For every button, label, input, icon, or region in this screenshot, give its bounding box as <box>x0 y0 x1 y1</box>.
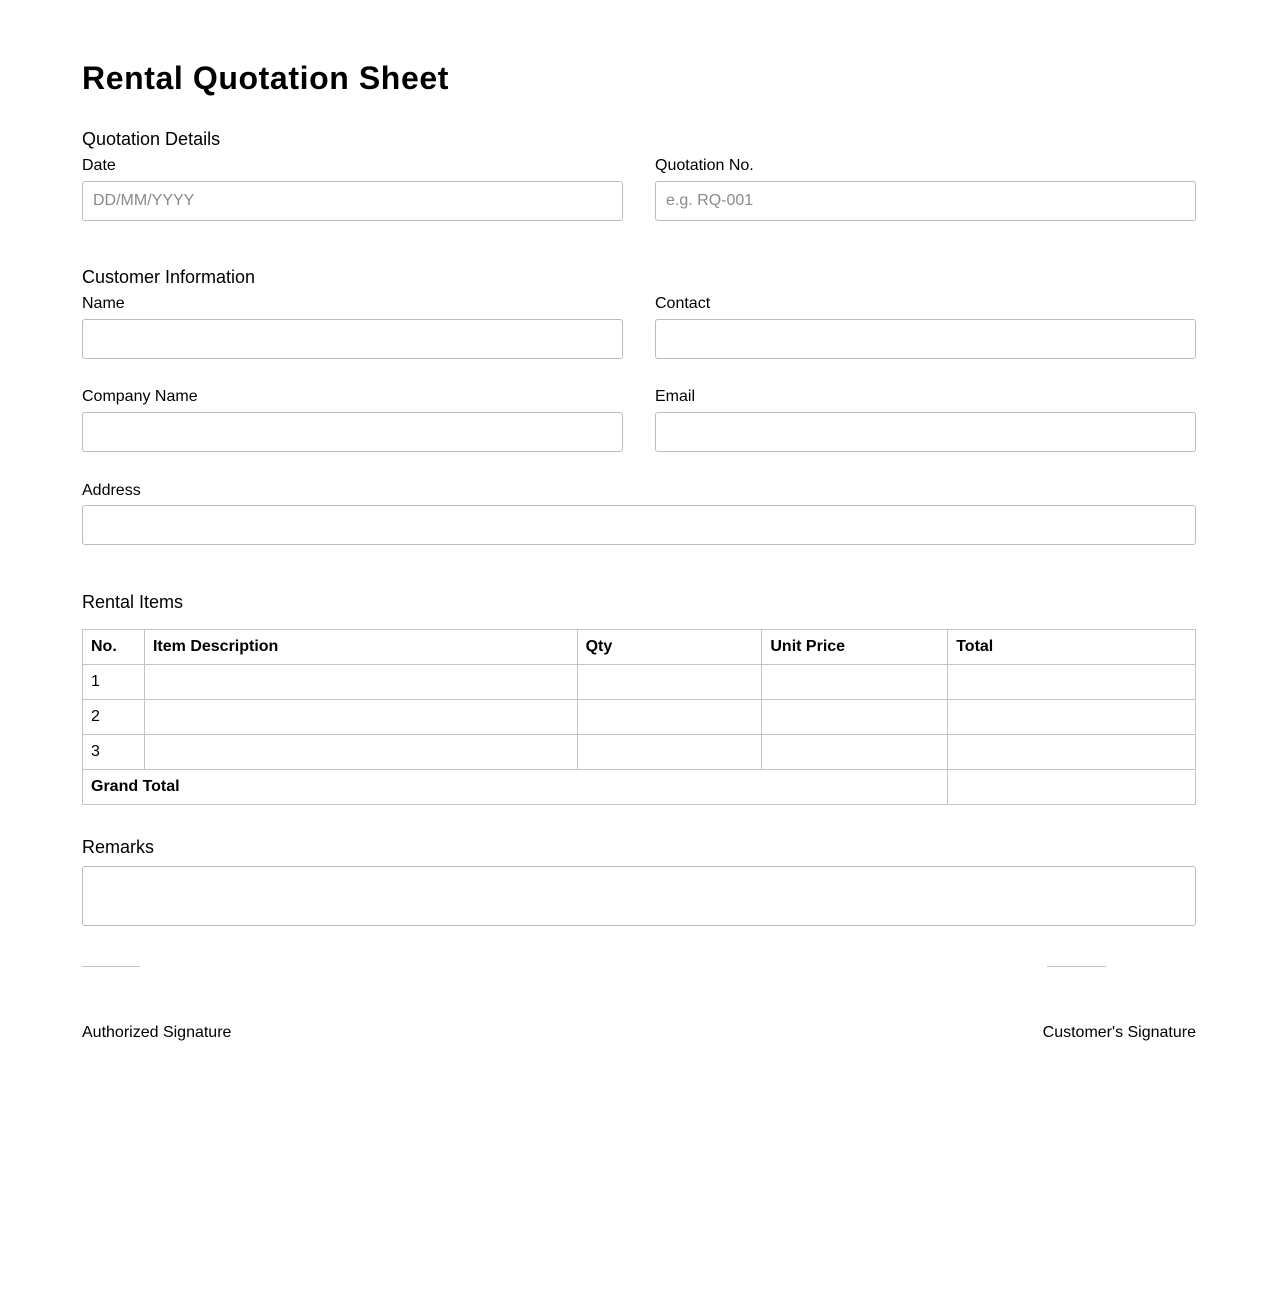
column-header-total: Total <box>948 630 1196 665</box>
quotation-no-input[interactable] <box>655 181 1196 221</box>
address-input[interactable] <box>82 505 1196 545</box>
name-input[interactable] <box>82 319 623 359</box>
column-header-item-description: Item Description <box>144 630 577 665</box>
total-cell[interactable] <box>948 700 1196 735</box>
row-number: 3 <box>83 735 145 770</box>
quotation-no-label: Quotation No. <box>655 157 754 174</box>
grand-total-value[interactable] <box>948 770 1196 805</box>
authorized-signature-label: Authorized Signature <box>82 1024 232 1041</box>
table-header-row <box>83 630 1196 665</box>
customer-signature-label: Customer's Signature <box>1042 1024 1196 1041</box>
quotation-details-heading: Quotation Details <box>82 129 221 149</box>
grand-total-row <box>83 770 1196 805</box>
rental-items-heading: Rental Items <box>82 592 184 612</box>
total-cell[interactable] <box>948 735 1196 770</box>
qty-cell[interactable] <box>577 700 762 735</box>
address-label: Address <box>82 482 141 499</box>
authorized-signature-line <box>82 966 140 967</box>
company-name-label: Company Name <box>82 388 198 405</box>
item-description-cell[interactable] <box>144 700 577 735</box>
rental-items-table <box>82 629 1196 805</box>
unit-price-cell[interactable] <box>762 735 948 770</box>
total-cell[interactable] <box>948 665 1196 700</box>
name-label: Name <box>82 295 125 312</box>
page-title: Rental Quotation Sheet <box>82 60 449 96</box>
table-row <box>83 735 1196 770</box>
email-label: Email <box>655 388 696 405</box>
unit-price-cell[interactable] <box>762 665 948 700</box>
customer-signature-line <box>1047 966 1106 967</box>
company-name-input[interactable] <box>82 412 623 452</box>
remarks-textarea[interactable] <box>82 866 1196 926</box>
contact-input[interactable] <box>655 319 1196 359</box>
customer-information-heading: Customer Information <box>82 267 256 287</box>
qty-cell[interactable] <box>577 665 762 700</box>
row-number: 1 <box>83 665 145 700</box>
contact-label: Contact <box>655 295 711 312</box>
unit-price-cell[interactable] <box>762 700 948 735</box>
table-row <box>83 665 1196 700</box>
grand-total-label: Grand Total <box>83 770 948 805</box>
column-header-no: No. <box>83 630 145 665</box>
date-label: Date <box>82 157 116 174</box>
row-number: 2 <box>83 700 145 735</box>
table-row <box>83 700 1196 735</box>
date-input[interactable] <box>82 181 623 221</box>
item-description-cell[interactable] <box>144 665 577 700</box>
qty-cell[interactable] <box>577 735 762 770</box>
remarks-heading: Remarks <box>82 837 155 857</box>
column-header-unit-price: Unit Price <box>762 630 948 665</box>
item-description-cell[interactable] <box>144 735 577 770</box>
column-header-qty: Qty <box>577 630 762 665</box>
email-input[interactable] <box>655 412 1196 452</box>
